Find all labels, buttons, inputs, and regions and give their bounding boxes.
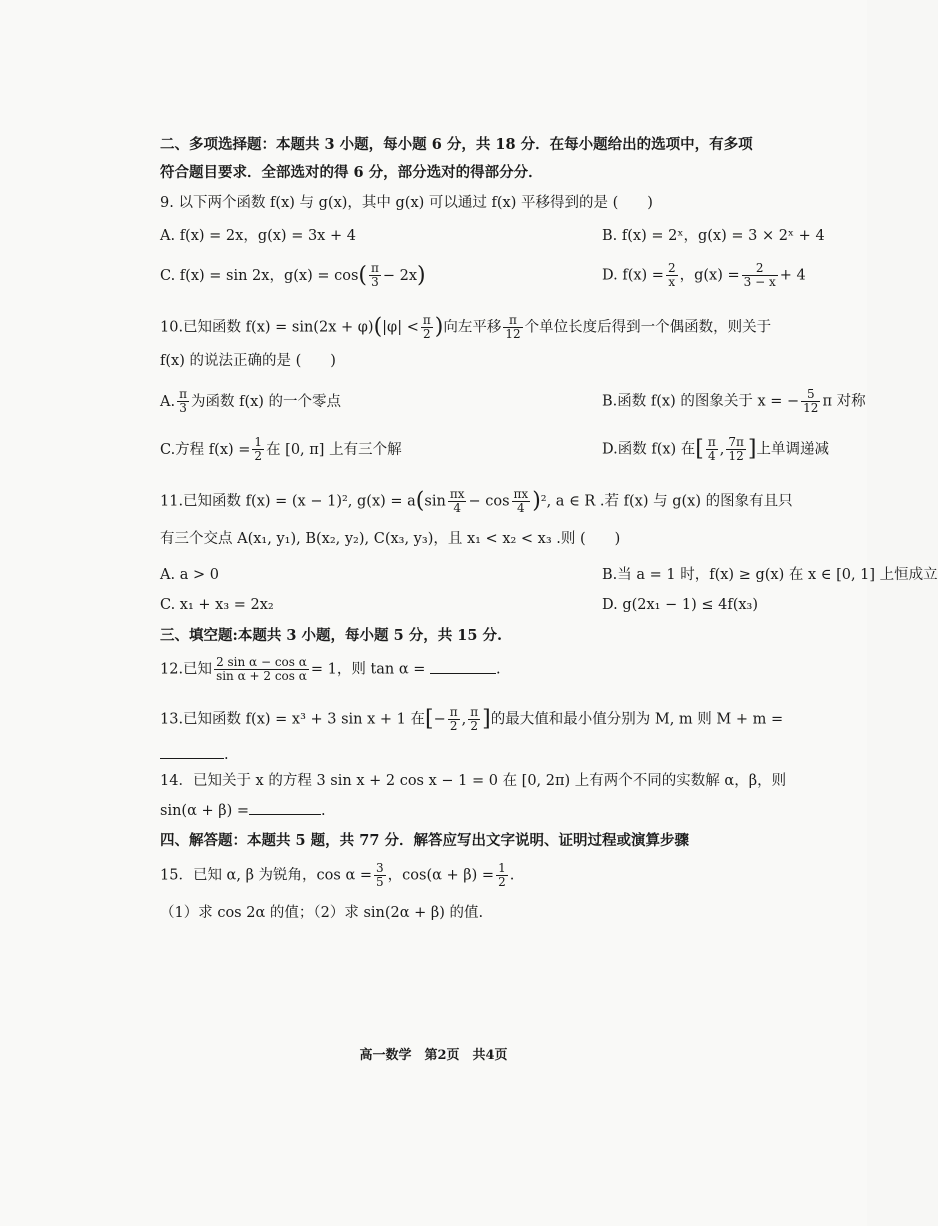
q11-option-b: B.当 a = 1 时，f(x) ≥ g(x) 在 x ∈ [0, 1] 上恒成立 xyxy=(602,567,938,583)
q14-answer-blank[interactable] xyxy=(249,800,321,815)
page-footer: 高一数学 第2页 共4页 xyxy=(359,1048,508,1063)
q9-option-b: B. f(x) = 2ˣ，g(x) = 3 × 2ˣ + 4 xyxy=(602,228,825,244)
section3-heading: 三、填空题:本题共 3 小题，每小题 5 分，共 15 分. xyxy=(160,627,503,644)
q9-options-row1 xyxy=(160,225,825,247)
q13-answer-blank[interactable] xyxy=(160,744,224,759)
section2-heading-line1: 二、多项选择题：本题共 3 小题，每小题 6 分，共 18 分．在每小题给出的选项中，有多项 xyxy=(160,136,753,153)
q10-options-row2 xyxy=(160,435,830,463)
q9-option-d: D. f(x) = $\frac{2}{x}$ ，g(x) = $\frac{2}{3 - x}$ + 4 xyxy=(602,261,806,289)
q11-option-c: C. x₁ + x₃ = 2x₂ xyxy=(160,597,274,613)
q11-option-d: D. g(2x₁ − 1) ≤ 4f(x₃) xyxy=(602,597,758,613)
q9-stem: 9. 以下两个函数 f(x) 与 g(x)，其中 g(x) 可以通过 f(x) 平移得到的是 ( ) xyxy=(160,195,653,211)
q14-line1: 14．已知关于 x 的方程 3 sin x + 2 cos x − 1 = 0 在 [0, 2π) 上有两个不同的实数解 α，β，则 xyxy=(160,773,787,789)
q11-option-a: A. a > 0 xyxy=(160,567,219,583)
q10-option-b: B.函数 f(x) 的图象关于 x = − $\frac{5}{12}$ π 对称 xyxy=(602,387,866,415)
q10-options-row1 xyxy=(160,387,866,415)
q10-option-c: C.方程 f(x) = $\frac{1}{2}$ 在 [0, π] 上有三个解 xyxy=(160,435,402,463)
q11-options-row1 xyxy=(160,564,938,586)
q10-stem-line1: 10.已知函数 f(x) = sin(2x + φ)(|φ| < $\frac{\pi}{2}$ )向左平移 $\frac{\pi}{12}$ 个单位长度后得到一个偶函数，则关于 xyxy=(160,313,772,341)
q10-option-d: D.函数 f(x) 在[ $\frac{\pi}{4}$ , $\frac{7\pi}{12}$ ]上单调递减 xyxy=(602,435,830,463)
q10-stem-line2: f(x) 的说法正确的是 ( ) xyxy=(160,353,336,369)
q15-line1: 15．已知 α, β 为锐角，cos α = $\frac{3}{5}$ ，cos(α + β) = $\frac{1}{2}$ . xyxy=(160,861,515,889)
q14-line2: sin(α + β) = . xyxy=(160,800,757,822)
q9-option-c: C. f(x) = sin 2x，g(x) = cos( $\frac{\pi}{3}$ − 2x) xyxy=(160,261,426,289)
q11-stem-line1: 11.已知函数 f(x) = (x − 1)², g(x) = a(sin $\frac{\pi x}{4}$ − cos $\frac{\pi x}{4}$ )², a ∈ R .若 f(x) 与 g(x) 的图象有且只 xyxy=(160,487,793,515)
q15-line2: （1）求 cos 2α 的值；（2）求 sin(2α + β) 的值. xyxy=(160,905,484,921)
q9-options-row2 xyxy=(160,261,806,289)
q9-option-a: A. f(x) = 2x，g(x) = 3x + 4 xyxy=(160,228,356,244)
q11-stem-line2: 有三个交点 A(x₁, y₁), B(x₂, y₂), C(x₃, y₃)，且 x₁ < x₂ < x₃ .则 ( ) xyxy=(160,531,621,547)
q11-options-row2 xyxy=(160,594,757,616)
section4-heading: 四、解答题：本题共 5 题，共 77 分．解答应写出文字说明、证明过程或演算步骤 xyxy=(160,832,689,849)
q12-answer-blank[interactable] xyxy=(430,659,496,674)
q13-line2: . xyxy=(160,744,757,766)
q10-option-a: A. $\frac{\pi}{3}$ 为函数 f(x) 的一个零点 xyxy=(160,387,342,415)
q12: 12.已知 $\frac{\text{2 sin α − cos α}}{\text{sin α + 2 cos α}}$ = 1，则 tan α = . xyxy=(160,655,501,683)
section2-heading-line2: 符合题目要求．全部选对的得 6 分，部分选对的得部分分． xyxy=(160,164,543,181)
q13-line1: 13.已知函数 f(x) = x³ + 3 sin x + 1 在[− $\frac{\pi}{2}$ , $\frac{\pi}{2}$ ]的最大值和最小值分别为 M, m 则 M + m = xyxy=(160,705,784,733)
